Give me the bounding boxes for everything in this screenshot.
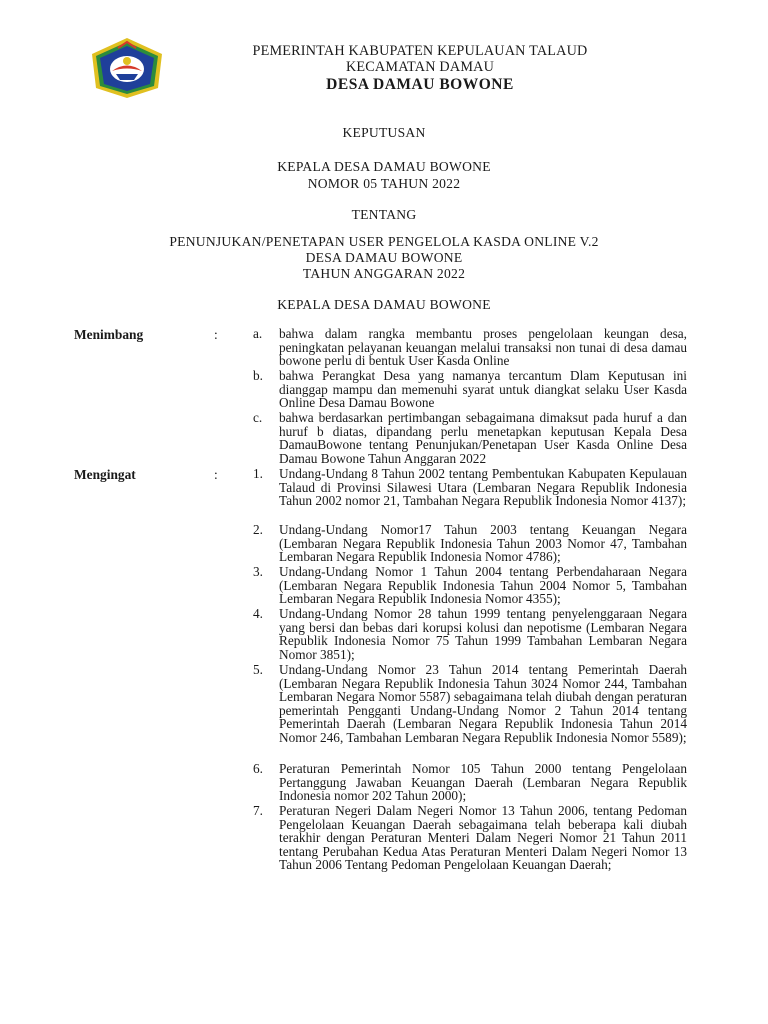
menimbang-item	[253, 369, 687, 410]
item-text: Undang-Undang 8 Tahun 2002 tentang Pembentukan Kabupaten Kepulauan Talaud di Provinsi Silawesi Utara (Lembaran Negara Republik Indonesia Tahun 2002 nomor 21, Tambahan Negara Republik Indonesia Nomor 4137);	[279, 466, 687, 508]
district-name: KECAMATAN DAMAU	[345, 58, 495, 75]
mengingat-label: Mengingat	[74, 467, 136, 482]
subject-line-3: TAHUN ANGGARAN 2022	[302, 266, 466, 281]
item-marker: 6.	[253, 761, 263, 776]
item-text: Undang-Undang Nomor 1 Tahun 2004 tentang Perbendaharaan Negara (Lembaran Negara Republik Indonesia Tahun 2004 Nomor 5, Tambahan Lembaran Negara Republik Indonesia Nomor 4355);	[279, 564, 687, 606]
village-name: DESA DAMAU BOWONE	[326, 76, 514, 93]
mengingat-item	[253, 762, 687, 803]
item-text: Undang-Undang Nomor 28 tahun 1999 tentang penyelenggaraan Negara yang bersi dan bebas dari korupsi kolusi dan nepotisme (Lembaran Negara Republik Indonesia Nomor 75 Tahun 1999 Tambahan Lembaran Negara Nomor 3851);	[279, 606, 687, 662]
item-text: bahwa Perangkat Desa yang namanya tercantum Dlam Keputusan ini dianggap mampu dan memenuhi syarat untuk diangkat selaku User Kasda Online Desa Damau Bowone	[279, 368, 687, 410]
item-text: Peraturan Negeri Dalam Negeri Nomor 13 Tahun 2006, tentang Pedoman Pengelolaan Keuangan Daerah sebagaimana telah beberapa kali diubah terakhir dengan Peraturan Menteri Dalam Negeri Nomor 21 Tahun 2011 tentang Perubahan Kedua Atas Peraturan Menteri Dalam Negeri Nomor 13 Tahun 2006 Tentang Pedoman Pengelolaan Keuangan Daerah;	[279, 803, 687, 872]
item-marker: 2.	[253, 522, 263, 537]
mengingat-item	[253, 607, 687, 661]
item-text: Undang-Undang Nomor 23 Tahun 2014 tentang Pemerintah Daerah (Lembaran Negara Republik Indonesia Tahun 3024 Nomor 244, Tambahan Lembaran Negara Nomor 5587) sebagaimana telah diubah dengan peraturan pemerintah Pengganti Undang-Undang Nomor 2 Tahun 2014 tentang Pemerintah Daerah (Lembaran Negara Republik Indonesia Tahun 2014 Nomor 246, Tambahan Lembaran Negara Republik Indonesia Nomor 5589);	[279, 662, 687, 745]
item-marker: 7.	[253, 803, 263, 818]
issuer-heading: KEPALA DESA DAMAU BOWONE	[277, 297, 491, 312]
item-text: Peraturan Pemerintah Nomor 105 Tahun 2000 tentang Pengelolaan Pertanggung Jawaban Keuangan Daerah (Lembaran Negara Republik Indonesia nomor 202 Tahun 2000);	[279, 761, 687, 803]
mengingat-item	[253, 663, 687, 744]
item-marker: 5.	[253, 662, 263, 677]
decree-number: NOMOR 05 TAHUN 2022	[307, 176, 461, 191]
mengingat-item	[253, 565, 687, 606]
doc-type: KEPUTUSAN	[342, 125, 426, 140]
item-marker: 1.	[253, 466, 263, 481]
item-text: bahwa berdasarkan pertimbangan sebagaimana dimaksut pada huruf a dan huruf b diatas, dipandang perlu menetapkan keputusan Kepala Desa DamauBowone tentang Penunjukan/Penetapan User Kasda Online Desa Damau Bowone Tahun Anggaran 2022	[279, 410, 687, 466]
subject-line-1: PENUNJUKAN/PENETAPAN USER PENGELOLA KASDA ONLINE V.2	[169, 234, 599, 249]
item-marker: 3.	[253, 564, 263, 579]
mengingat-item	[253, 804, 687, 872]
item-marker: b.	[253, 368, 263, 383]
item-marker: 4.	[253, 606, 263, 621]
mengingat-colon: :	[214, 467, 218, 482]
menimbang-colon: :	[214, 327, 218, 342]
mengingat-item	[253, 523, 687, 564]
issuer-title: KEPALA DESA DAMAU BOWONE	[277, 159, 491, 174]
item-marker: a.	[253, 326, 263, 341]
letterhead	[140, 44, 700, 94]
item-text: bahwa dalam rangka membantu proses pengelolaan keungan desa, peningkatan pelayanan keuangan melalui transaksi non tunai di desa damau bowone perlu di bentuk User Kasda Online	[279, 326, 687, 368]
item-marker: c.	[253, 410, 263, 425]
menimbang-item	[253, 327, 687, 368]
subject-line-2: DESA DAMAU BOWONE	[305, 250, 463, 265]
item-text: Undang-Undang Nomor17 Tahun 2003 tentang Keuangan Negara (Lembaran Negara Republik Indonesia Tahun 2003 Nomor 47, Tambahan Lembaran Negara Republik Indonesia Nomor 4786);	[279, 522, 687, 564]
government-name: PEMERINTAH KABUPATEN KEPULAUAN TALAUD	[252, 43, 588, 59]
menimbang-item	[253, 411, 687, 465]
mengingat-item	[253, 467, 687, 508]
menimbang-label: Menimbang	[74, 327, 144, 342]
tentang-heading: TENTANG	[351, 207, 417, 222]
